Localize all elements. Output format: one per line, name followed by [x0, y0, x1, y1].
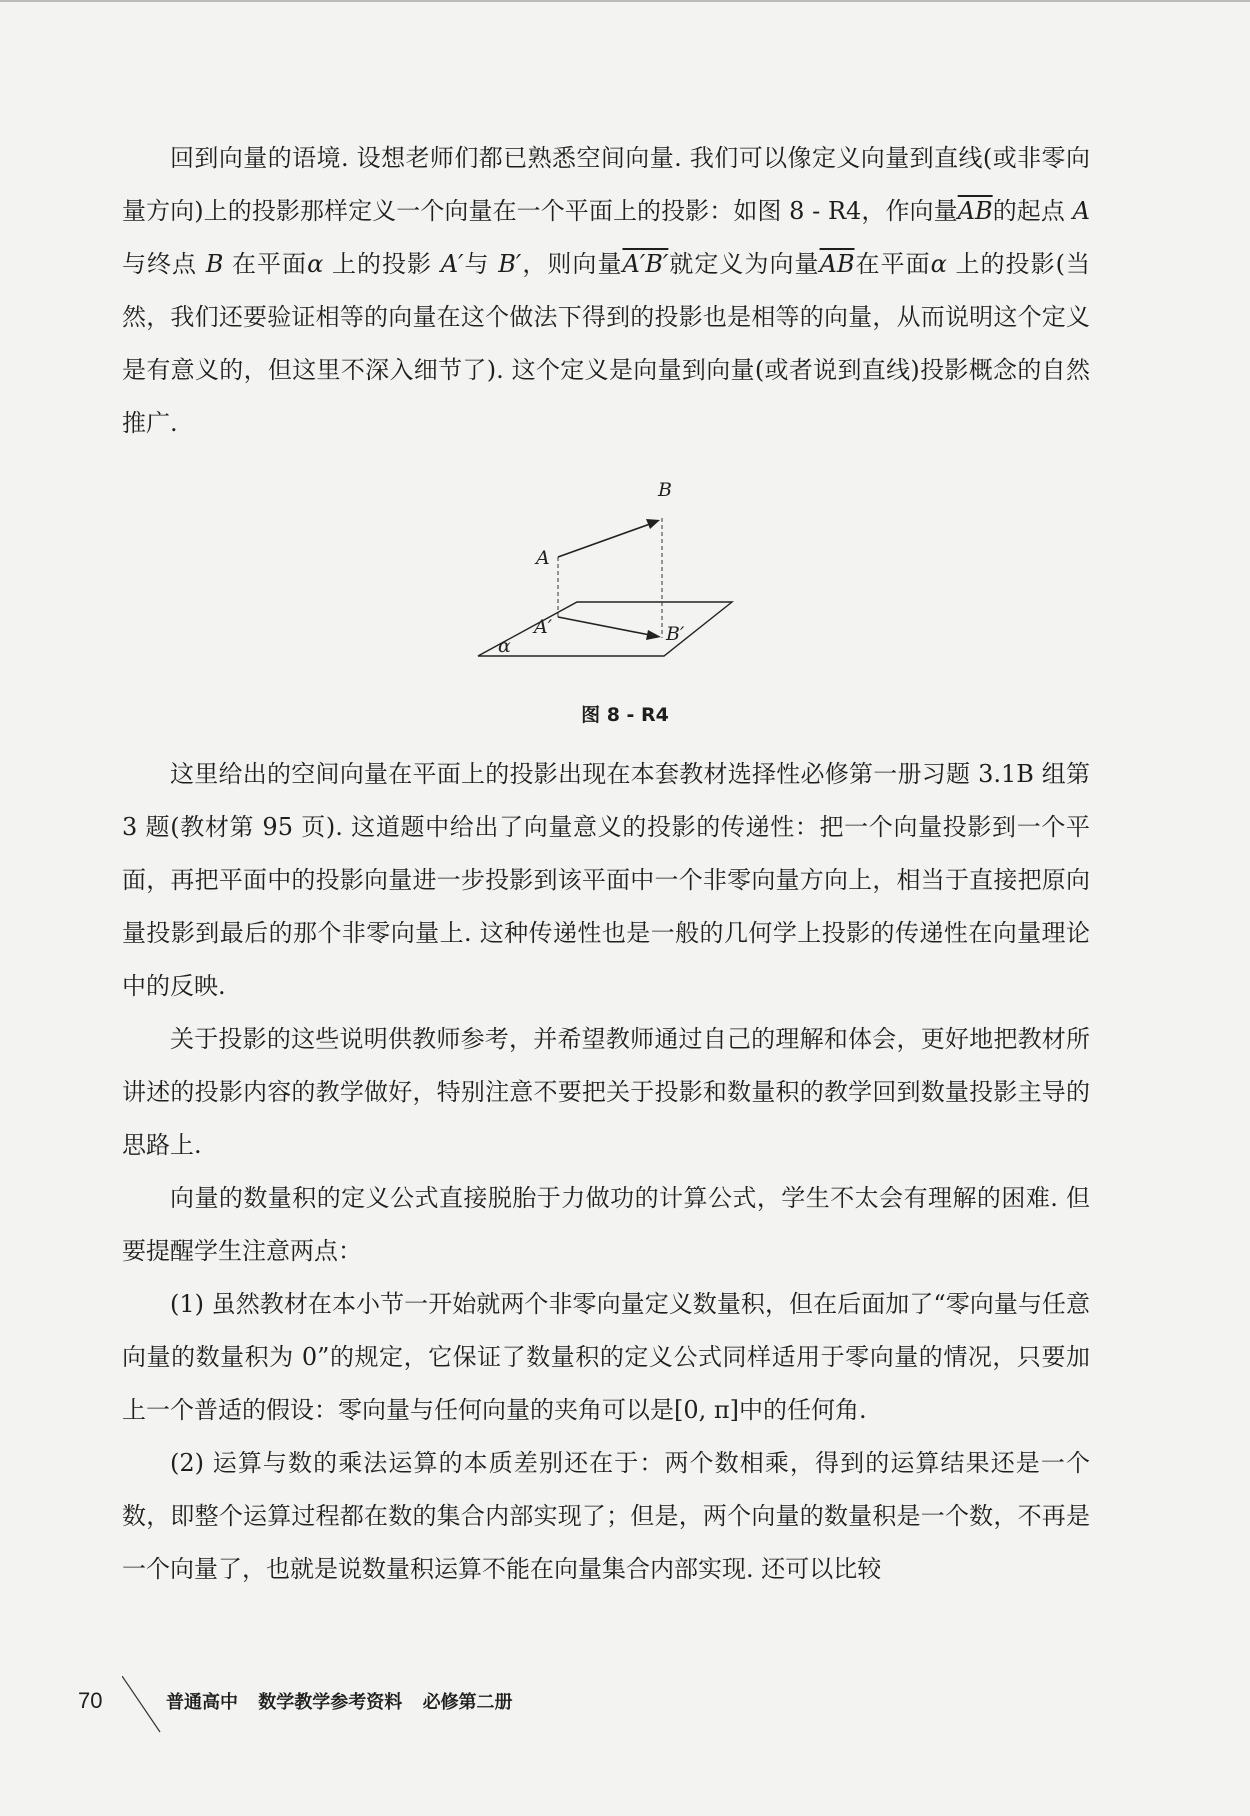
- page-number: 70: [78, 1688, 103, 1713]
- main-text-block: [122, 748, 1090, 1596]
- page-footer: [78, 1676, 678, 1736]
- top-rule: [0, 0, 1250, 2]
- paragraph-point-2: (2) 运算与数的乘法运算的本质差别还在于：两个数相乘，得到的运算结果还是一个数，即整个运算过程都在数的集合内部实现了；但是，两个向量的数量积是一个数，不再是一个向量了，也就是说数量积运算不能在向量集合内部实现. 还可以比较: [122, 1449, 1090, 1583]
- vector-ab-second: $\overline{AB}$: [819, 250, 855, 278]
- paragraph-vector-projection-definition: 回到向量的语境. 设想老师们都已熟悉空间向量. 我们可以像定义向量到直线(或非零向量方向)上的投影那样定义一个向量在一个平面上的投影：如图 8 - R4，作向量$\overline{AB}$的起点 A 与终点 B 在平面α 上的投影 A′与 B′，则向量A′B′就定义为向量$\overline{AB}$在平面α 上的投影(当然，我们还要验证相等的向量在这个做法下得到的投影也是相等的向量，从而说明这个定义是有意义的，但这里不深入细节了). 这个定义是向量到向量(或者说到直线)投影概念的自然推广.: [122, 144, 1091, 437]
- vector-ab-arrowhead: [646, 519, 660, 529]
- paragraph-dot-product-intro: 向量的数量积的定义公式直接脱胎于力做功的计算公式，学生不太会有理解的困难. 但要提醒学生注意两点：: [122, 1184, 1090, 1265]
- vector-ab: $\overline{AB}$: [957, 197, 993, 225]
- footer-volume: 必修第二册: [422, 1692, 513, 1713]
- footer-book-title: 数学教学参考资料: [258, 1692, 403, 1713]
- label-alpha: α: [498, 635, 511, 657]
- label-a: A: [536, 547, 550, 569]
- label-b-prime: B′: [666, 623, 685, 645]
- vector-a-prime-b-prime-arrowhead: [646, 630, 661, 640]
- label-a-prime: A′: [534, 616, 553, 638]
- figure-projection-diagram: [470, 470, 740, 690]
- paragraph-transitivity: 这里给出的空间向量在平面上的投影出现在本套教材选择性必修第一册习题 3.1B 组第 3 题(教材第 95 页). 这道题中给出了向量意义的投影的传递性：把一个向量投影到一个平面，再把平面中的投影向量进一步投影到该平面中一个非零向量方向上，相当于直接把原向量投影到最后的那个非零向量上. 这种传递性也是一般的几何学上投影的传递性在向量理论中的反映.: [122, 760, 1090, 1000]
- plane-alpha: [478, 602, 732, 656]
- footer-series: 普通高中: [166, 1692, 238, 1713]
- vector-ab-arrow: [558, 524, 650, 557]
- label-b: B: [658, 479, 672, 501]
- intro-text-block: [122, 132, 1090, 450]
- paragraph-teacher-note: 关于投影的这些说明供教师参考，并希望教师通过自己的理解和体会，更好地把教材所讲述的投影内容的教学做好，特别注意不要把关于投影和数量积的教学回到数量投影主导的思路上.: [122, 1025, 1090, 1159]
- vector-a-prime-b-prime-arrow: [558, 617, 650, 635]
- footer-divider: [122, 1676, 162, 1736]
- vector-a-prime-b-prime: A′B′: [622, 250, 669, 278]
- paragraph-point-1: (1) 虽然教材在本小节一开始就两个非零向量定义数量积，但在后面加了“零向量与任意向量的数量积为 0”的规定，它保证了数量积的定义公式同样适用于零向量的情况，只要加上一个普适的假设：零向量与任何向量的夹角可以是[0, π]中的任何角.: [122, 1290, 1090, 1424]
- footer-title: [166, 1688, 513, 1714]
- figure-caption: 图 8 - R4: [581, 704, 669, 726]
